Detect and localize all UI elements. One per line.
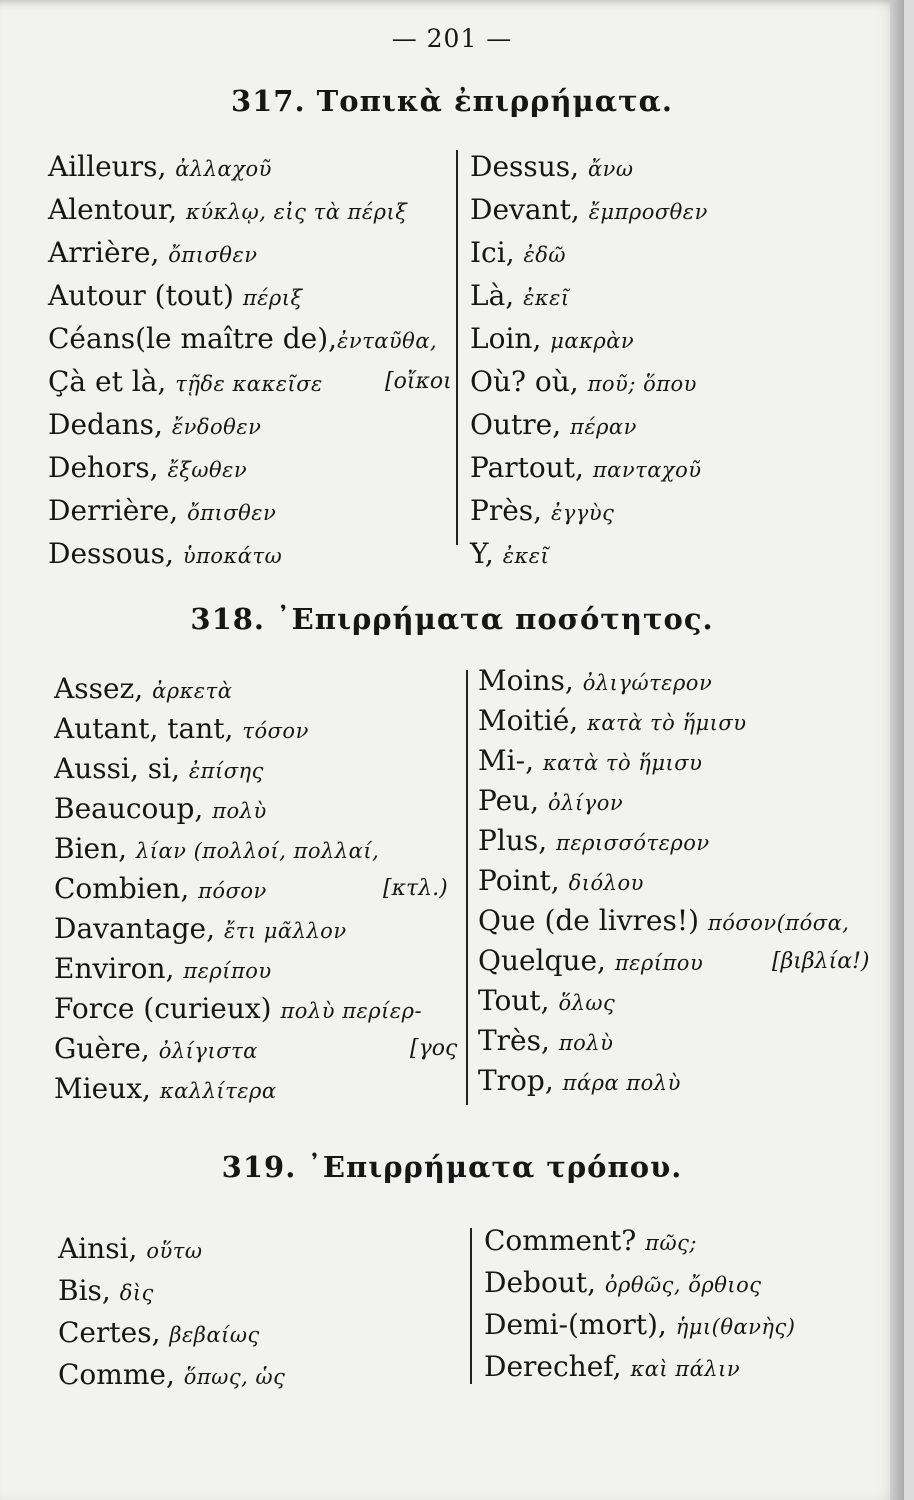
french-word: Moins, xyxy=(478,664,574,697)
section-title: 318. ᾿Επιρρήματα ποσότητος. xyxy=(190,602,714,636)
greek-word: κύκλῳ, εἰς τὰ πέριξ xyxy=(186,200,408,224)
greek-word: περίπου xyxy=(183,959,272,983)
french-word: Tout, xyxy=(478,984,550,1017)
french-word: Alentour, xyxy=(48,193,178,226)
greek-word: ἔτι μᾶλλον xyxy=(223,919,347,943)
french-word: Beaucoup, xyxy=(54,792,204,825)
french-word: Outre, xyxy=(470,408,562,441)
entry xyxy=(470,236,566,272)
greek-word: ὅλως xyxy=(558,991,616,1015)
section-title: 319. ᾿Επιρρήματα τρόπου. xyxy=(221,1150,683,1184)
french-word: Ailleurs, xyxy=(48,150,167,183)
greek-word: περισσότερον xyxy=(556,831,710,855)
french-word: Autant, tant, xyxy=(54,712,234,745)
greek-word: πόσον xyxy=(198,879,267,903)
greek-word: ὑποκάτω xyxy=(182,544,283,568)
greek-word: πόσον(πόσα, xyxy=(707,911,850,935)
greek-word: πέριξ xyxy=(242,286,303,310)
entry xyxy=(470,150,634,186)
french-word: Ici, xyxy=(470,236,515,269)
entry xyxy=(54,672,232,708)
french-word: Autour (tout) xyxy=(48,279,234,312)
greek-word: πέραν xyxy=(570,415,637,439)
entry xyxy=(470,494,614,530)
french-word: Environ, xyxy=(54,952,175,985)
french-word: Plus, xyxy=(478,824,548,857)
french-word: Loin, xyxy=(470,322,542,355)
entry xyxy=(484,1224,697,1260)
greek-word: ἔμπροσθεν xyxy=(588,200,708,224)
french-word: Quelque, xyxy=(478,944,606,977)
entry xyxy=(54,792,267,828)
greek-word: διόλου xyxy=(568,871,644,895)
continuation-note: [γος xyxy=(410,1036,458,1061)
greek-word: ὄπισθεν xyxy=(168,243,258,267)
french-word: Très, xyxy=(478,1024,550,1057)
greek-word: ἄνω xyxy=(587,157,634,181)
column-divider xyxy=(456,150,458,545)
greek-word: ἐπίσης xyxy=(188,759,264,783)
entry xyxy=(484,1350,740,1386)
french-word: Bis, xyxy=(58,1274,111,1307)
entry xyxy=(478,864,644,900)
entry xyxy=(54,872,267,908)
french-word: Demi-(mort), xyxy=(484,1308,667,1341)
greek-word: ἀλλαχοῦ xyxy=(175,157,272,181)
french-word: Mi-, xyxy=(478,744,534,777)
greek-word: ἔξωθεν xyxy=(167,458,248,482)
entry xyxy=(54,992,422,1028)
page-number: — 201 — xyxy=(391,24,513,53)
entry xyxy=(58,1316,260,1352)
entry xyxy=(58,1274,154,1310)
greek-word: ὀρθῶς, ὄρθιος xyxy=(604,1273,762,1297)
entry xyxy=(54,832,379,868)
french-word: Peu, xyxy=(478,784,540,817)
french-word: Arrière, xyxy=(48,236,160,269)
greek-word: ἔνδοθεν xyxy=(171,415,262,439)
entry xyxy=(54,712,309,748)
greek-word: δὶς xyxy=(119,1281,154,1305)
entry xyxy=(478,664,712,700)
greek-word: ὀλίγον xyxy=(548,791,624,815)
french-word: Derrière, xyxy=(48,494,179,527)
entry xyxy=(478,1064,681,1100)
greek-word: πανταχοῦ xyxy=(592,458,702,482)
greek-word: ὅπως, ὡς xyxy=(183,1365,286,1389)
french-word: Devant, xyxy=(470,193,580,226)
greek-word: ἡμι(θανὴς) xyxy=(675,1315,796,1339)
entry xyxy=(54,912,347,948)
entry xyxy=(48,494,276,530)
greek-word: τῇδε κακεῖσε xyxy=(175,372,323,396)
greek-word: κατὰ τὸ ἥμισυ xyxy=(587,711,747,735)
entry xyxy=(484,1308,795,1344)
entry xyxy=(48,193,407,229)
greek-word: ἐδῶ xyxy=(523,243,567,267)
entry xyxy=(48,537,282,573)
french-word: Point, xyxy=(478,864,560,897)
entry xyxy=(48,279,303,315)
french-word: Y, xyxy=(470,537,494,570)
continuation-note: [κτλ.) xyxy=(383,876,448,901)
french-word: Où? où, xyxy=(470,365,579,398)
greek-word: ὀλιγώτερον xyxy=(582,671,713,695)
entry xyxy=(470,322,634,358)
french-word: Derechef, xyxy=(484,1350,622,1383)
entry xyxy=(48,150,272,186)
greek-word: πῶς; xyxy=(645,1231,697,1255)
french-word: Guère, xyxy=(54,1032,150,1065)
entry xyxy=(478,784,623,820)
greek-word: ὀλίγιστα xyxy=(158,1039,258,1063)
entry xyxy=(470,451,702,487)
entry xyxy=(48,236,257,272)
entry xyxy=(48,408,261,444)
french-word: Force (curieux) xyxy=(54,992,272,1025)
greek-word: καλλίτερα xyxy=(159,1079,277,1103)
column-divider xyxy=(466,670,468,1105)
french-word: Davantage, xyxy=(54,912,216,945)
french-word: Dehors, xyxy=(48,451,159,484)
greek-word: πολὺ xyxy=(558,1031,614,1055)
entry xyxy=(470,365,697,401)
entry xyxy=(58,1232,203,1268)
greek-word: τόσον xyxy=(242,719,309,743)
french-word: Certes, xyxy=(58,1316,161,1349)
french-word: Près, xyxy=(470,494,543,527)
french-word: Assez, xyxy=(54,672,144,705)
entry xyxy=(478,984,615,1020)
french-word: Dedans, xyxy=(48,408,163,441)
greek-word: καὶ πάλιν xyxy=(630,1357,741,1381)
entry xyxy=(470,408,637,444)
entry xyxy=(54,752,264,788)
greek-word: ἐκεῖ xyxy=(502,544,550,568)
greek-word: λίαν (πολλοί, πολλαί, xyxy=(135,839,380,863)
section-title: 317. Τοπικὰ ἐπιρρήματα. xyxy=(230,84,674,118)
entry xyxy=(470,193,708,229)
column-divider xyxy=(470,1228,472,1384)
french-word: Comme, xyxy=(58,1358,175,1391)
greek-word: πολὺ περίερ- xyxy=(280,999,423,1023)
entry xyxy=(478,904,849,940)
entry xyxy=(54,952,272,988)
french-word: Moitié, xyxy=(478,704,579,737)
greek-word: ἐνταῦθα, xyxy=(337,329,438,353)
entry xyxy=(48,322,437,358)
greek-word: ἀρκετὰ xyxy=(152,679,233,703)
greek-word: βεβαίως xyxy=(169,1323,260,1347)
greek-word: μακρὰν xyxy=(550,329,635,353)
entry xyxy=(58,1358,285,1394)
entry xyxy=(478,824,710,860)
greek-word: ἐκεῖ xyxy=(523,286,570,310)
continuation-note: [βιβλία!) xyxy=(772,949,870,974)
entry xyxy=(478,704,747,740)
french-word: Comment? xyxy=(484,1224,637,1257)
french-word: Céans(le maître de), xyxy=(48,322,338,355)
greek-word: ἐγγὺς xyxy=(550,501,615,525)
greek-word: περίπου xyxy=(614,951,704,975)
greek-word: πολὺ xyxy=(212,799,267,823)
french-word: Partout, xyxy=(470,451,584,484)
entry xyxy=(478,1024,613,1060)
french-word: Dessous, xyxy=(48,537,174,570)
french-word: Aussi, si, xyxy=(54,752,180,785)
french-word: Bien, xyxy=(54,832,128,865)
greek-word: κατὰ τὸ ἥμισυ xyxy=(542,751,703,775)
french-word: Que (de livres!) xyxy=(478,904,700,937)
french-word: Dessus, xyxy=(470,150,580,183)
french-word: Combien, xyxy=(54,872,190,905)
entry xyxy=(54,1072,277,1108)
french-word: Çà et là, xyxy=(48,365,167,398)
entry xyxy=(470,537,549,573)
entry xyxy=(478,944,703,980)
french-word: Là, xyxy=(470,279,515,312)
entry xyxy=(478,744,702,780)
greek-word: πάρα πολὺ xyxy=(562,1071,681,1095)
entry xyxy=(484,1266,762,1302)
french-word: Mieux, xyxy=(54,1072,151,1105)
entry xyxy=(48,451,247,487)
entry xyxy=(470,279,570,315)
french-word: Trop, xyxy=(478,1064,554,1097)
entry xyxy=(48,365,323,401)
french-word: Ainsi, xyxy=(58,1232,138,1265)
french-word: Debout, xyxy=(484,1266,596,1299)
continuation-note: [οἴκοι xyxy=(385,369,452,394)
greek-word: ποῦ; ὅπου xyxy=(587,372,697,396)
greek-word: οὕτω xyxy=(146,1239,203,1263)
entry xyxy=(54,1032,258,1068)
page-edge xyxy=(890,0,904,1500)
greek-word: ὄπισθεν xyxy=(187,501,277,525)
